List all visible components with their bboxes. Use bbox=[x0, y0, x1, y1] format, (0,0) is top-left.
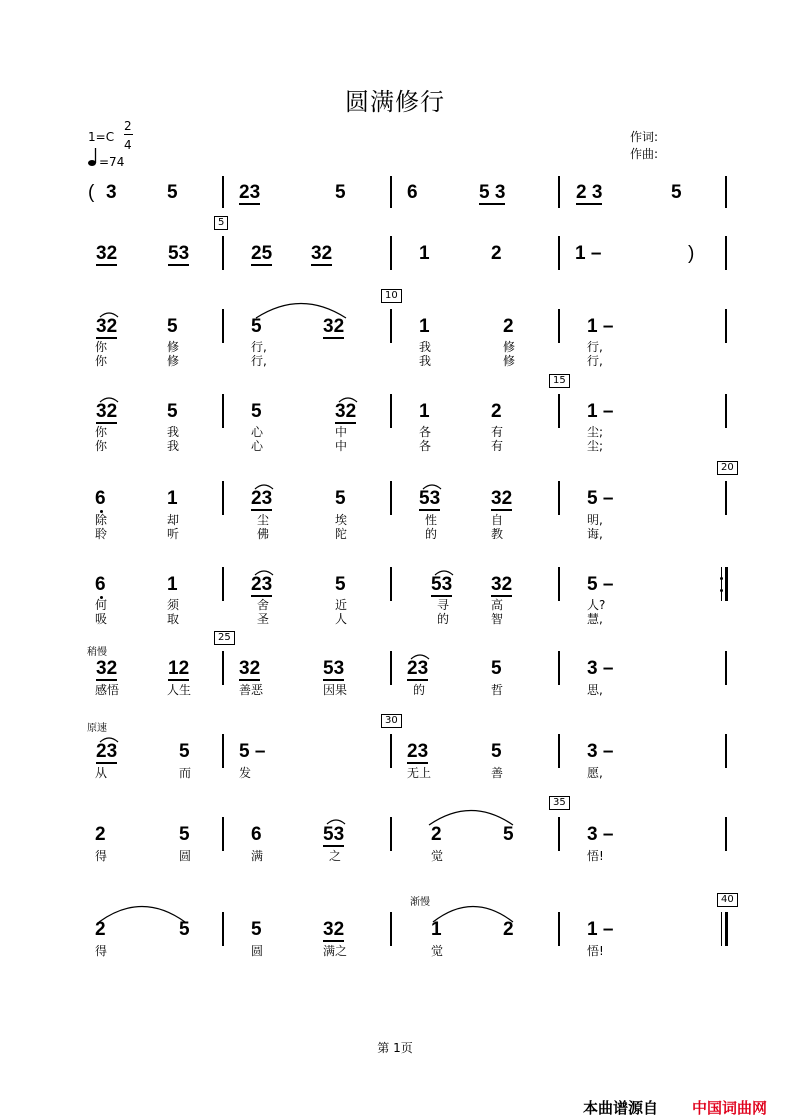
barline bbox=[390, 817, 392, 851]
barline bbox=[558, 176, 560, 208]
note: 5 bbox=[335, 488, 346, 509]
lyric: 我 bbox=[419, 340, 432, 354]
lyric: 满 bbox=[251, 849, 264, 863]
barline bbox=[725, 817, 727, 851]
note: 32 bbox=[96, 401, 118, 422]
barline bbox=[222, 567, 224, 601]
lyric: 善恶 bbox=[239, 683, 264, 697]
measure-number-10: 10 bbox=[381, 289, 402, 303]
measure-number-25: 25 bbox=[214, 631, 235, 645]
note: 5 bbox=[251, 316, 262, 337]
lyric: 觉 bbox=[431, 944, 444, 958]
note: 23 bbox=[96, 741, 118, 762]
lyric: 发 bbox=[239, 766, 252, 780]
note: 23 bbox=[251, 488, 273, 509]
lyric: 修 bbox=[167, 340, 180, 354]
note: 2 bbox=[431, 824, 442, 845]
note: 5 bbox=[167, 182, 178, 203]
note: 23 bbox=[251, 574, 273, 595]
note: 3 bbox=[106, 182, 117, 203]
lyric: 哲 bbox=[491, 683, 504, 697]
lyric: 有 bbox=[491, 425, 504, 439]
lyric: 行, bbox=[587, 340, 603, 354]
lyric: 因果 bbox=[323, 683, 348, 697]
note: 2 bbox=[503, 316, 514, 337]
lyric: 吸 bbox=[95, 612, 108, 626]
note: 32 bbox=[335, 401, 357, 422]
note: 2 bbox=[491, 401, 502, 422]
quarter-note-icon bbox=[87, 147, 99, 167]
barline bbox=[558, 309, 560, 343]
barline bbox=[390, 734, 392, 768]
lyric: 圣 bbox=[257, 612, 270, 626]
lyric: 舍 bbox=[257, 598, 270, 612]
barline bbox=[222, 912, 224, 946]
note: 5 bbox=[179, 824, 190, 845]
lyric: 而 bbox=[179, 766, 192, 780]
measure-number-20: 20 bbox=[717, 461, 738, 475]
lyric: 聆 bbox=[95, 527, 108, 541]
lyric: 教 bbox=[491, 527, 504, 541]
lyric: 行, bbox=[587, 354, 603, 368]
lyricist-label: 作词: bbox=[630, 130, 659, 144]
barline bbox=[390, 176, 392, 208]
barline bbox=[558, 912, 560, 946]
lyric: 人生 bbox=[167, 683, 192, 697]
note: 2 bbox=[503, 919, 514, 940]
lyric: 善 bbox=[491, 766, 504, 780]
lyric: 我 bbox=[419, 354, 432, 368]
note: 23 bbox=[239, 182, 261, 203]
barline bbox=[222, 817, 224, 851]
lyric: 悟! bbox=[587, 944, 604, 958]
note: 5 bbox=[491, 658, 502, 679]
lyric: 你 bbox=[95, 340, 108, 354]
barline bbox=[390, 651, 392, 685]
note: 5 bbox=[491, 741, 502, 762]
lyric: 行, bbox=[251, 354, 267, 368]
note: 6 bbox=[95, 488, 106, 509]
lyric: 取 bbox=[167, 612, 180, 626]
lyric: 得 bbox=[95, 849, 108, 863]
lyric: 得 bbox=[95, 944, 108, 958]
lyric: 明, bbox=[587, 513, 603, 527]
tempo-marking: 原速 bbox=[87, 723, 107, 734]
lyric: 我 bbox=[167, 439, 180, 453]
barline bbox=[725, 394, 727, 428]
note: 53 bbox=[419, 488, 441, 509]
lyric: 性 bbox=[425, 513, 438, 527]
barline bbox=[222, 481, 224, 515]
lyric: 修 bbox=[503, 340, 516, 354]
barline bbox=[558, 394, 560, 428]
note: 5 bbox=[251, 401, 262, 422]
note: 32 bbox=[239, 658, 261, 679]
note: 3 – bbox=[587, 741, 614, 762]
composer-label: 作曲: bbox=[630, 147, 659, 161]
note: 5 – bbox=[587, 574, 614, 595]
lyric: 人? bbox=[587, 598, 606, 612]
note: 53 bbox=[431, 574, 453, 595]
barline bbox=[725, 651, 727, 685]
barline bbox=[222, 236, 224, 270]
lyric: 须 bbox=[167, 598, 180, 612]
lyric: 感悟 bbox=[95, 683, 120, 697]
note: 5 – bbox=[239, 741, 266, 762]
note: 5 bbox=[167, 316, 178, 337]
lyric: 高 bbox=[491, 598, 504, 612]
barline bbox=[222, 651, 224, 685]
lyric: 尘 bbox=[257, 513, 270, 527]
note: 12 bbox=[168, 658, 190, 679]
barline bbox=[558, 651, 560, 685]
barline bbox=[390, 567, 392, 601]
lyric: 你 bbox=[95, 425, 108, 439]
lyric: 各 bbox=[419, 439, 432, 453]
note: 5 – bbox=[587, 488, 614, 509]
time-signature-line bbox=[124, 134, 133, 135]
measure-number-40: 40 bbox=[717, 893, 738, 907]
barline bbox=[725, 481, 727, 515]
lyric: 何 bbox=[95, 598, 108, 612]
barline bbox=[390, 309, 392, 343]
barline bbox=[558, 236, 560, 270]
note: 1 bbox=[167, 574, 178, 595]
barline bbox=[558, 734, 560, 768]
note: 1 bbox=[419, 243, 430, 264]
barline bbox=[558, 817, 560, 851]
note: 32 bbox=[96, 316, 118, 337]
barline bbox=[222, 734, 224, 768]
lyric: 的 bbox=[437, 612, 450, 626]
lyric: 你 bbox=[95, 439, 108, 453]
note: 32 bbox=[96, 243, 118, 264]
note: 25 bbox=[251, 243, 273, 264]
lyric: 我 bbox=[167, 425, 180, 439]
lyric: 智 bbox=[491, 612, 504, 626]
note: 53 bbox=[323, 824, 345, 845]
lyric: 你 bbox=[95, 354, 108, 368]
lyric: 尘; bbox=[587, 425, 604, 439]
barline bbox=[721, 567, 722, 601]
lyric: 圆 bbox=[251, 944, 264, 958]
lyric: 听 bbox=[167, 527, 180, 541]
lyric: 行, bbox=[251, 340, 267, 354]
lyric: 修 bbox=[167, 354, 180, 368]
lyric: 之 bbox=[329, 849, 342, 863]
lyric: 各 bbox=[419, 425, 432, 439]
lyric: 心 bbox=[251, 425, 264, 439]
note: 1 – bbox=[587, 316, 614, 337]
barline bbox=[558, 481, 560, 515]
note: 1 bbox=[419, 316, 430, 337]
note: 32 bbox=[96, 658, 118, 679]
lyric: 却 bbox=[167, 513, 180, 527]
note: 6 bbox=[251, 824, 262, 845]
note: 2 bbox=[491, 243, 502, 264]
barline bbox=[222, 309, 224, 343]
barline bbox=[725, 309, 727, 343]
time-signature-bottom: 4 bbox=[124, 138, 132, 152]
site-name-link[interactable]: 中国词曲网 bbox=[692, 1099, 768, 1117]
lyric: 尘; bbox=[587, 439, 604, 453]
lyric: 满之 bbox=[323, 944, 348, 958]
note: 2 bbox=[95, 824, 106, 845]
key-signature: 1=C bbox=[88, 130, 115, 144]
lyric: 人 bbox=[335, 612, 348, 626]
tie-arc bbox=[97, 899, 187, 923]
repeat-dot bbox=[720, 589, 723, 592]
lyric: 中 bbox=[335, 439, 348, 453]
barline bbox=[222, 176, 224, 208]
page-title: 圆满修行 bbox=[345, 88, 445, 116]
note: 5 bbox=[179, 741, 190, 762]
note: 3 – bbox=[587, 658, 614, 679]
source-label: 本曲谱源自 bbox=[583, 1099, 659, 1117]
barline bbox=[725, 236, 727, 270]
tempo-marking: 渐慢 bbox=[410, 897, 430, 908]
intro-open-paren: ( bbox=[88, 182, 95, 203]
lyric: 的 bbox=[413, 683, 426, 697]
barline bbox=[222, 394, 224, 428]
lyric: 佛 bbox=[257, 527, 270, 541]
time-signature-top: 2 bbox=[124, 119, 132, 133]
repeat-dot bbox=[720, 577, 723, 580]
note: 1 – bbox=[575, 243, 602, 264]
lyric: 陀 bbox=[335, 527, 348, 541]
note: 1 bbox=[431, 919, 442, 940]
barline bbox=[390, 236, 392, 270]
note: 1 bbox=[167, 488, 178, 509]
note: 32 bbox=[323, 919, 345, 940]
measure-number-15: 15 bbox=[549, 374, 570, 388]
page-number: 第 1页 bbox=[377, 1041, 413, 1055]
lyric: 自 bbox=[491, 513, 504, 527]
note: 2 3 bbox=[576, 182, 603, 203]
intro-close-paren: ) bbox=[688, 243, 695, 264]
lyric: 寻 bbox=[437, 598, 450, 612]
tempo-marking: 稍慢 bbox=[87, 647, 107, 658]
barline bbox=[721, 912, 722, 946]
lyric: 心 bbox=[251, 439, 264, 453]
barline bbox=[725, 176, 727, 208]
note: 2 bbox=[95, 919, 106, 940]
barline bbox=[725, 912, 728, 946]
lyric: 愿, bbox=[587, 766, 603, 780]
note: 32 bbox=[491, 574, 513, 595]
note: 1 – bbox=[587, 401, 614, 422]
note: 32 bbox=[311, 243, 333, 264]
lyric: 埃 bbox=[335, 513, 348, 527]
note: 6 bbox=[407, 182, 418, 203]
note: 5 bbox=[251, 919, 262, 940]
measure-number-30: 30 bbox=[381, 714, 402, 728]
note: 5 bbox=[167, 401, 178, 422]
note: 32 bbox=[323, 316, 345, 337]
barline bbox=[558, 567, 560, 601]
lyric: 诲, bbox=[587, 527, 603, 541]
note: 5 bbox=[335, 182, 346, 203]
lyric: 修 bbox=[503, 354, 516, 368]
lyric: 悟! bbox=[587, 849, 604, 863]
lyric: 圆 bbox=[179, 849, 192, 863]
lyric: 觉 bbox=[431, 849, 444, 863]
note: 23 bbox=[407, 741, 429, 762]
tie-arc bbox=[427, 804, 515, 826]
note: 23 bbox=[407, 658, 429, 679]
tempo-mark: =74 bbox=[99, 155, 125, 169]
barline bbox=[725, 567, 728, 601]
barline bbox=[725, 734, 727, 768]
lyric: 无上 bbox=[407, 766, 432, 780]
note: 1 – bbox=[587, 919, 614, 940]
note: 5 bbox=[503, 824, 514, 845]
measure-number-35: 35 bbox=[549, 796, 570, 810]
lyric: 有 bbox=[491, 439, 504, 453]
lyric: 除 bbox=[95, 513, 108, 527]
note: 53 bbox=[168, 243, 190, 264]
barline bbox=[390, 394, 392, 428]
note: 5 bbox=[179, 919, 190, 940]
lyric: 从 bbox=[95, 766, 108, 780]
note: 6 bbox=[95, 574, 106, 595]
lyric: 中 bbox=[335, 425, 348, 439]
measure-number-5: 5 bbox=[214, 216, 228, 230]
lyric: 慧, bbox=[587, 612, 603, 626]
note: 32 bbox=[491, 488, 513, 509]
note: 1 bbox=[419, 401, 430, 422]
note: 5 bbox=[335, 574, 346, 595]
note: 3 – bbox=[587, 824, 614, 845]
barline bbox=[390, 912, 392, 946]
note: 5 3 bbox=[479, 182, 506, 203]
lyric: 的 bbox=[425, 527, 438, 541]
note: 5 bbox=[671, 182, 682, 203]
lyric: 近 bbox=[335, 598, 348, 612]
barline bbox=[390, 481, 392, 515]
note: 53 bbox=[323, 658, 345, 679]
lyric: 思, bbox=[587, 683, 603, 697]
